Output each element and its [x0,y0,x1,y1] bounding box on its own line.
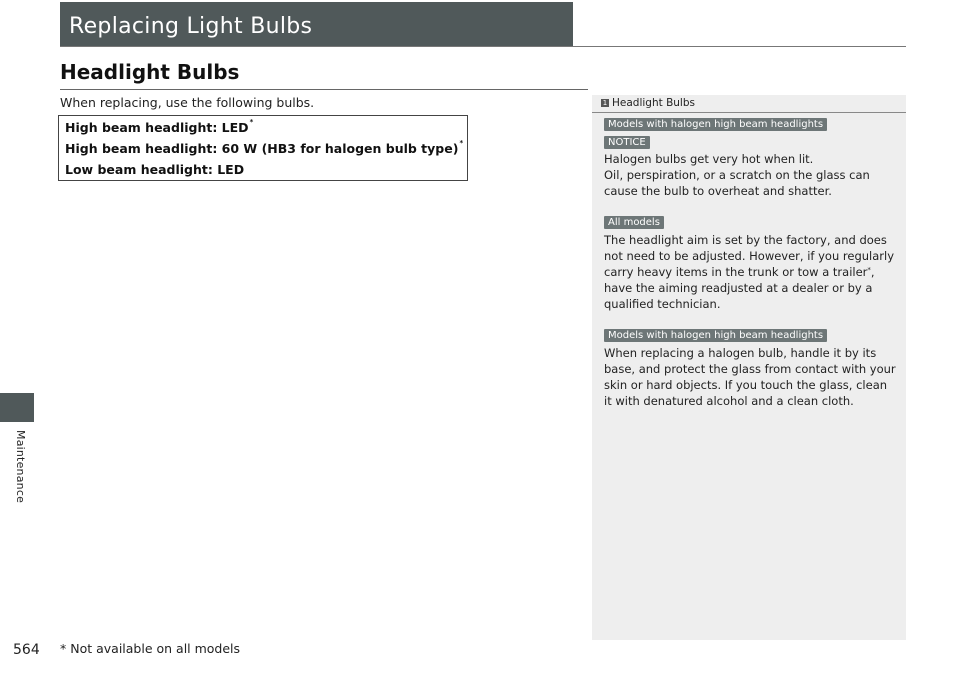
title-divider [60,46,906,47]
badge-halogen-models: Models with halogen high beam headlights [604,118,827,131]
panel-paragraph-aim: The headlight aim is set by the factory, and does not need to be adjusted. However, if you regularly carry heavy items in the trunk or tow a trailer*, have the aiming readjusted at a dealer or by a qualified technician. [604,233,895,311]
bulb-spec-box [58,115,468,181]
badge-all-models: All models [604,216,664,229]
panel-divider [592,112,906,113]
footnote-mark: * [249,118,254,126]
badge-halogen-models-2: Models with halogen high beam headlights [604,329,827,342]
spec-line-high-beam-led: High beam headlight: LED* [65,118,254,135]
page-number: 564 [13,642,40,658]
panel-paragraph-handling: When replacing a halogen bulb, handle it by its base, and protect the glass from contact with your skin or hard objects. If you touch the glass, clean it with denatured alcohol and a clean cloth. [604,346,896,408]
spec-line-low-beam: Low beam headlight: LED [65,162,245,177]
footnote-mark: * [867,266,871,274]
spec-line-high-beam-halogen: High beam headlight: 60 W (HB3 for halogen bulb type)* [65,139,464,156]
section-divider [60,89,588,90]
panel-paragraph-hot: Halogen bulbs get very hot when lit. [604,152,814,166]
panel-paragraph-shatter: Oil, perspiration, or a scratch on the glass can cause the bulb to overheat and shatter. [604,168,870,198]
footnote: * Not available on all models [60,641,241,656]
section-tab-label: Maintenance [14,430,27,504]
notice-badge: NOTICE [604,136,650,149]
page-title: Replacing Light Bulbs [69,14,313,39]
reference-icon: 1 [602,99,608,107]
section-heading: Headlight Bulbs [60,60,240,84]
footnote-mark: * [459,139,464,147]
section-tab-marker [0,393,34,422]
panel-header: 1 Headlight Bulbs [602,97,695,109]
intro-text: When replacing, use the following bulbs. [60,95,315,110]
